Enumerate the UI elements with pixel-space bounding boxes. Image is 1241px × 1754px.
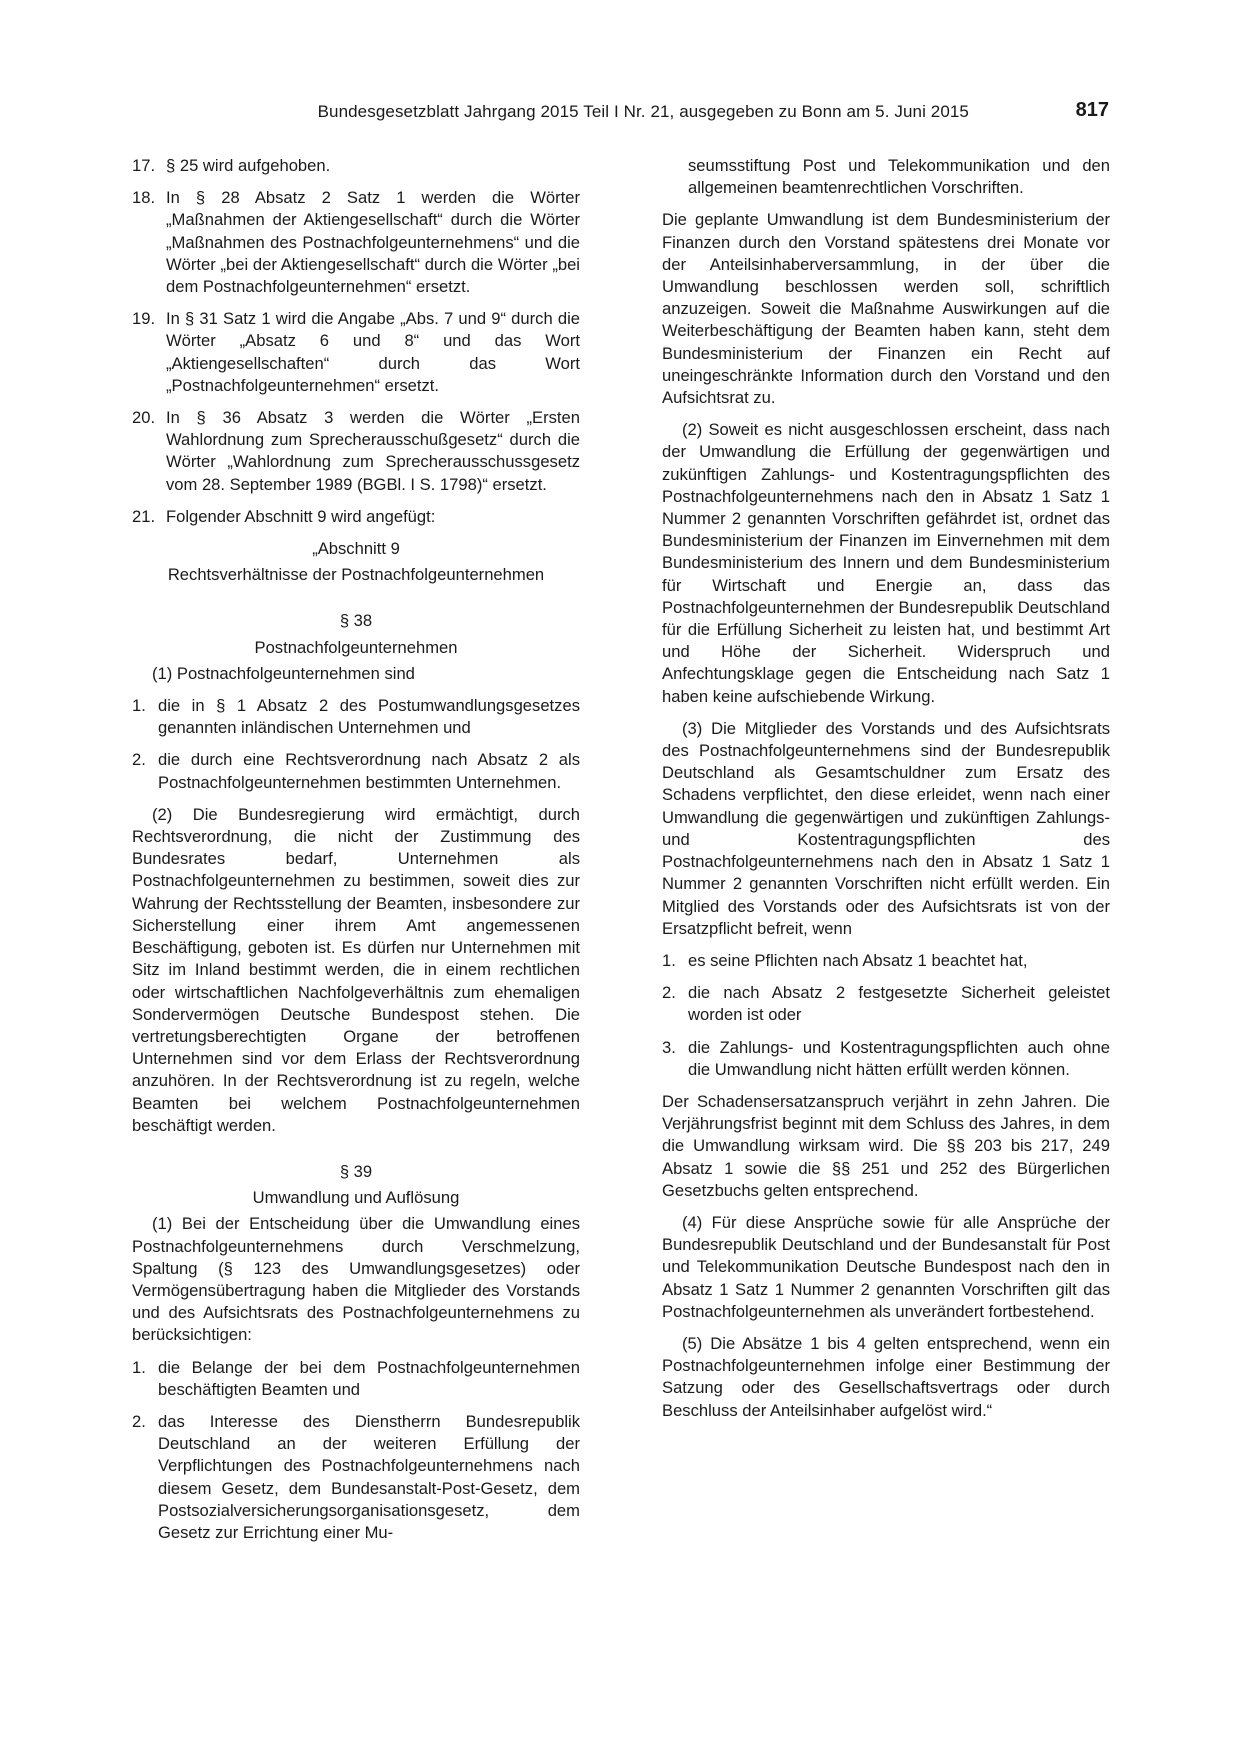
paragraph-text: Der Schadensersatzanspruch verjährt in zehn Jahren. Die Verjährungsfrist beginnt mit dem Schluss des Jahres, in dem die Umwandlung wirksam wird. Die §§ 203 bis 217, 249 Absatz 1 sowie die §§ 251 und 252 des Bürgerlichen Gesetzbuchs gelten entsprechend. xyxy=(662,1091,1110,1200)
left-column xyxy=(132,155,580,1554)
item-text: das Interesse des Dienstherrn Bundesrepublik Deutschland an der weiteren Erfüllung der Verpflichtungen des Postnachfolgeunternehmens nach diesem Gesetz, dem Bundesanstalt-Post-Gesetz, dem Postsozialversicherungsorganisationsgesetz, dem Gesetz zur Errichtung einer Mu- xyxy=(158,1411,580,1542)
list-item xyxy=(132,155,580,177)
item-number: 3. xyxy=(662,1037,676,1057)
paragraph-title: Postnachfolgeunternehmen xyxy=(254,637,458,657)
list-item xyxy=(132,1357,580,1401)
list-item xyxy=(662,1037,1110,1081)
item-number: 20. xyxy=(132,408,156,428)
paragraph-text: (3) Die Mitglieder des Vorstands und des Aufsichtsrats des Postnachfolgeunternehmens sind der Bundesrepublik Deutschland als Gesamtschuldner zum Ersatz des Schadens verpflichtet, den diese erleidet, wenn nach einer Umwandlung die gegenwärtigen und zukünftigen Zahlungs- und Kostentragungspflichten des Postnachfolgeunternehmens nach den in Absatz 1 Satz 1 Nummer 2 genannten Vorschriften nicht erfüllt werden. Ein Mitglied des Vorstands oder des Aufsichtsrats ist von der Ersatzpflicht befreit, wenn xyxy=(662,718,1110,938)
item-text: Folgender Abschnitt 9 wird angefügt: xyxy=(166,506,436,526)
paragraph-title: Umwandlung und Auflösung xyxy=(252,1188,460,1208)
item-text: seumsstiftung Post und Telekommunikation und den allgemeinen beamtenrechtlichen Vorschriften. xyxy=(688,156,1110,198)
item-text: In § 28 Absatz 2 Satz 1 werden die Wörter „Maßnahmen der Aktiengesellschaft“ durch die Wörter „Maßnahmen des Postnachfolgeunternehmens“ und die Wörter „bei der Aktiengesellschaft“ durch die Wörter „bei dem Postnachfolgeunternehmen“ ersetzt. xyxy=(166,188,580,297)
item-text: § 25 wird aufgehoben. xyxy=(166,156,331,175)
list-item xyxy=(662,982,1110,1026)
item-text: es seine Pflichten nach Absatz 1 beachtet hat, xyxy=(688,950,1028,970)
section-heading: „Abschnitt 9 xyxy=(312,539,400,559)
paragraph-text: (2) Soweit es nicht ausgeschlossen erscheint, dass nach der Umwandlung die Erfüllung der gegenwärtigen und zukünftigen Zahlungs- und Kostentragungspflichten des Postnachfolgeunternehmens nach den in Absatz 1 Satz 1 Nummer 2 genannten Vorschriften gefährdet ist, ordnet das Bundesministerium der Finanzen im Einvernehmen mit dem Bundesministerium des Innern und dem Bundesministerium für Wirtschaft und Energie an, dass das Postnachfolgeunternehmen der Bundesrepublik Deutschland für die Erfüllung Sicherheit zu leisten hat, und bestimmt Art und Höhe der Sicherheit. Widerspruch und Anfechtungsklage gegen die Entscheidung nach Satz 1 haben keine aufschiebende Wirkung. xyxy=(662,420,1110,706)
item-number: 2. xyxy=(132,1411,146,1431)
list-item-continuation xyxy=(662,155,1110,199)
item-number: 2. xyxy=(132,750,146,770)
item-number: 18. xyxy=(132,188,156,208)
paragraph-text: (1) Postnachfolgeunternehmen sind xyxy=(152,663,415,683)
item-text: die in § 1 Absatz 2 des Postumwandlungsgesetzes genannten inländischen Unternehmen und xyxy=(158,696,580,738)
item-number: 19. xyxy=(132,309,156,329)
paragraph-text: (2) Die Bundesregierung wird ermächtigt, durch Rechtsverordnung, die nicht der Zustimmung des Bundesrates bedarf, Unternehmen als Postnachfolgeunternehmen zu bestimmen, soweit dies zur Wahrung der Rechtsstellung der Beamten, insbesondere zur Sicherstellung einer ihrem Amt angemessenen Beschäftigung, geboten ist. Es dürfen nur Unternehmen mit Sitz im Inland bestimmt werden, die in einem rechtlichen oder wirtschaftlichen Nachfolgeverhältnis zum ehemaligen Sondervermögen Deutsche Bundespost stehen. Die vertretungsberechtigten Organe der betroffenen Unternehmen sind vor dem Erlass der Rechtsverordnung anzuhören. In der Rechtsverordnung ist zu regeln, welche Beamten bei welchem Postnachfolgeunternehmen beschäftigt werden. xyxy=(132,804,580,1135)
section-title: Rechtsverhältnisse der Postnachfolgeunternehmen xyxy=(167,565,545,585)
right-column xyxy=(662,155,1110,1432)
list-item xyxy=(132,1411,580,1544)
item-number: 21. xyxy=(132,506,156,526)
item-number: 1. xyxy=(132,1357,146,1377)
list-item xyxy=(132,187,580,298)
paragraph-heading: § 38 xyxy=(339,611,373,631)
list-item xyxy=(132,308,580,397)
list-item xyxy=(132,407,580,496)
paragraph-text: (5) Die Absätze 1 bis 4 gelten entsprechend, wenn ein Postnachfolgeunternehmen infolge einer Bestimmung der Satzung oder des Gesellschaftsvertrags oder durch Beschluss der Anteilsinhaber aufgelöst wird.“ xyxy=(662,1333,1110,1420)
item-text: In § 36 Absatz 3 werden die Wörter „Ersten Wahlordnung zum Sprecherausschußgesetz“ durch die Wörter „Wahlordnung zum Sprecherausschussgesetz vom 28. September 1989 (BGBl. I S. 1798)“ ersetzt. xyxy=(166,408,580,494)
list-item xyxy=(132,506,580,528)
paragraph-text: (1) Bei der Entscheidung über die Umwandlung eines Postnachfolgeunternehmens durch Verschmelzung, Spaltung (§ 123 des Umwandlungsgesetzes) oder Vermögensübertragung haben die Mitglieder des Vorstands und des Aufsichtsrats des Postnachfolgeunternehmens zu berücksichtigen: xyxy=(132,1214,580,1345)
list-item xyxy=(662,950,1110,972)
paragraph-text: (4) Für diese Ansprüche sowie für alle Ansprüche der Bundesrepublik Deutschland und der Bundesanstalt für Post und Telekommunikation Deutsche Bundespost nach den in Absatz 1 Satz 1 Nummer 2 genannten Vorschriften gilt das Postnachfolgeunternehmen als unverändert fortbestehend. xyxy=(662,1212,1110,1321)
item-text: die Belange der bei dem Postnachfolgeunternehmen beschäftigten Beamten und xyxy=(158,1357,580,1399)
paragraph-text: Die geplante Umwandlung ist dem Bundesministerium der Finanzen durch den Vorstand spätestens drei Monate vor der Anteilsinhaberversammlung, in der über die Umwandlung beschlossen werden soll, schriftlich anzuzeigen. Soweit die Maßnahme Auswirkungen auf die Weiterbeschäftigung der Beamten haben kann, steht dem Bundesministerium der Finanzen ein Recht auf uneingeschränkte Information durch den Vorstand und den Aufsichtsrat zu. xyxy=(662,210,1110,408)
item-number: 2. xyxy=(662,983,676,1003)
item-text: die nach Absatz 2 festgesetzte Sicherheit geleistet worden ist oder xyxy=(688,983,1110,1025)
item-number: 17. xyxy=(132,156,156,175)
item-text: die Zahlungs- und Kostentragungspflichten auch ohne die Umwandlung nicht hätten erfüllt werden können. xyxy=(688,1037,1110,1079)
list-item xyxy=(132,749,580,793)
item-text: In § 31 Satz 1 wird die Angabe „Abs. 7 und 9“ durch die Wörter „Absatz 6 und 8“ und das Wort „Aktiengesellschaften“ durch das Wort „Postnachfolgeunternehmen“ ersetzt. xyxy=(166,309,580,395)
item-number: 1. xyxy=(132,696,146,716)
list-item xyxy=(132,695,580,739)
page-header xyxy=(132,100,1109,128)
header-title: Bundesgesetzblatt Jahrgang 2015 Teil I Nr. 21, ausgegeben zu Bonn am 5. Juni 2015 xyxy=(317,102,969,121)
item-number: 1. xyxy=(662,950,676,970)
paragraph-heading: § 39 xyxy=(339,1161,373,1181)
item-text: die durch eine Rechtsverordnung nach Absatz 2 als Postnachfolgeunternehmen bestimmten Unternehmen. xyxy=(158,750,580,792)
page-number: 817 xyxy=(1075,99,1109,121)
